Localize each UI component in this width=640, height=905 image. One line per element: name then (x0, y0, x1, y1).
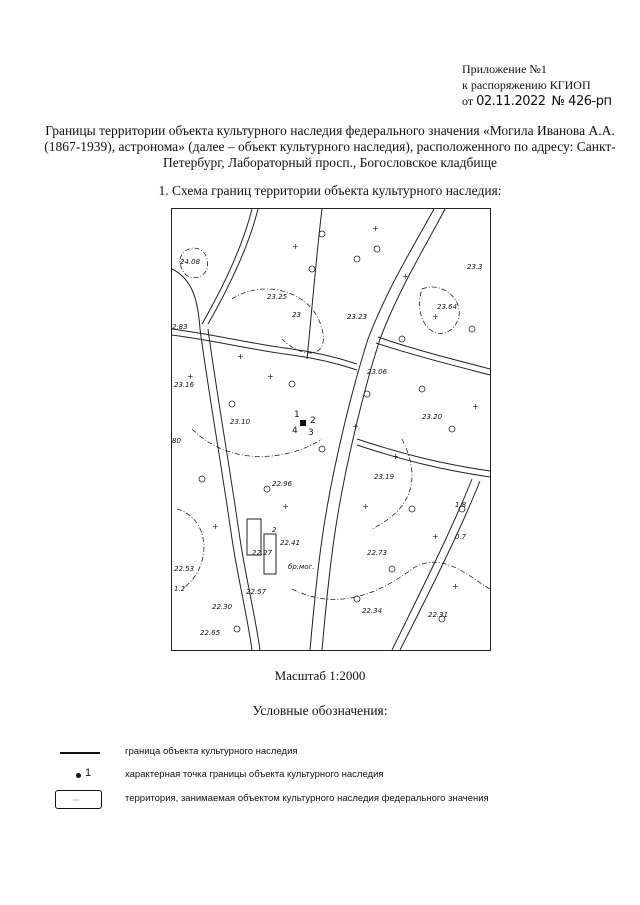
elevation-label-6: 23.16 (174, 381, 195, 389)
appendix-date-line (462, 93, 632, 110)
elevation-label-22: 22.65 (200, 629, 221, 637)
map-label-2: 1.2 (174, 585, 186, 593)
svg-text:+: + (267, 372, 274, 381)
road-right-upper (376, 337, 490, 375)
map-scale: Масштаб 1:2000 (274, 668, 366, 683)
boundary-point-label-0: 1 (294, 410, 300, 420)
map-drawing (172, 209, 490, 650)
map-symbols (199, 231, 475, 632)
elevation-label-19: 22.57 (246, 588, 267, 596)
boundary-line-symbol (52, 743, 102, 763)
svg-text:+: + (187, 372, 194, 381)
map-label-1: 2 (272, 526, 277, 534)
elevation-label-7: 23.06 (367, 368, 388, 376)
point-symbol-label: 1 (85, 767, 92, 779)
elevation-label-10: 80 (172, 437, 181, 445)
svg-text:+: + (237, 352, 244, 361)
elevation-label-12: 23.19 (374, 473, 395, 481)
svg-text:+: + (432, 532, 439, 541)
svg-text:+: + (282, 502, 289, 511)
small-map-labels (174, 526, 314, 593)
object-boundary (300, 420, 306, 426)
svg-text:+: + (372, 224, 379, 233)
legend-item-boundary-line (52, 743, 612, 763)
elevation-label-8: 23.10 (230, 418, 251, 426)
boundary-point-label-2: 3 (308, 428, 314, 438)
legend-item-boundary-point (52, 766, 612, 786)
road-left-vertical (200, 329, 260, 650)
legend-item-object-area (52, 790, 612, 810)
contour-lines (177, 248, 490, 599)
appendix-date-prefix: от (462, 94, 474, 108)
svg-text:+: + (452, 582, 459, 591)
svg-text:+: + (212, 522, 219, 531)
road-top-left (172, 209, 322, 359)
appendix-number: Приложение №1 (462, 62, 547, 76)
legend-title: Условные обозначения: (252, 703, 388, 718)
elevation-label-2: 23.23 (347, 313, 368, 321)
boundary-map (171, 208, 491, 651)
elevation-label-18: 22.73 (367, 549, 388, 557)
appendix-order-number: № 426-рп (551, 94, 612, 109)
elevation-label-3: 23.3 (467, 263, 483, 271)
elevation-label-24: 23 (292, 311, 301, 319)
elevation-label-20: 22.30 (212, 603, 233, 611)
elevation-label-13: 1.8 (455, 501, 467, 509)
road-right-diagonal (357, 439, 490, 650)
map-label-0: бр.мог. (288, 563, 315, 571)
elevation-label-0: 24.08 (180, 258, 201, 266)
boundary-point-symbol (52, 766, 102, 786)
appendix-header (462, 61, 632, 110)
elevation-label-16: 22.27 (252, 549, 273, 557)
svg-text:+: + (402, 272, 409, 281)
svg-text:+: + (292, 242, 299, 251)
legend-item-text: граница объекта культурного наследия (125, 746, 298, 757)
road-upper-left (172, 329, 357, 370)
svg-text:+: + (392, 452, 399, 461)
elevation-label-1: 23.25 (267, 293, 288, 301)
svg-text:+: + (432, 312, 439, 321)
elevation-label-17: 22.53 (174, 565, 195, 573)
elevation-label-14: 0.7 (455, 533, 467, 541)
boundary-point-label-1: 2 (310, 416, 316, 426)
elevation-label-4: 23.64 (437, 303, 458, 311)
elevation-label-21: 22.34 (362, 607, 383, 615)
legend-item-text: характерная точка границы объекта культурного наследия (125, 769, 384, 780)
svg-text:+: + (352, 422, 359, 431)
elevation-label-11: 22.96 (272, 480, 293, 488)
appendix-order-ref: к распоряжению КГИОП (462, 78, 591, 92)
scheme-heading: 1. Схема границ территории объекта культурного наследия: (158, 183, 502, 198)
svg-text:+: + (362, 502, 369, 511)
legend-item-text: территория, занимаемая объектом культурного наследия федерального значения (125, 793, 489, 804)
elevation-label-23: 22.31 (428, 611, 449, 619)
appendix-date: 02.11.2022 (476, 94, 546, 109)
document-title: Границы территории объекта культурного наследия федерального значения «Могила Иванова А.А. (1867-1939), астронома» (далее – объект культурного наследия), расположенного по адресу: Санкт-Петербург, Лабораторный просп., Богословское кладбище (44, 123, 616, 170)
object-area-symbol (52, 790, 102, 810)
tree-marks (187, 224, 479, 591)
elevation-label-15: 22.41 (280, 539, 301, 547)
elevation-label-5: 2.83 (172, 323, 188, 331)
boundary-point-label-3: 4 (292, 426, 298, 436)
svg-text:+: + (472, 402, 479, 411)
elevation-label-9: 23.20 (422, 413, 443, 421)
